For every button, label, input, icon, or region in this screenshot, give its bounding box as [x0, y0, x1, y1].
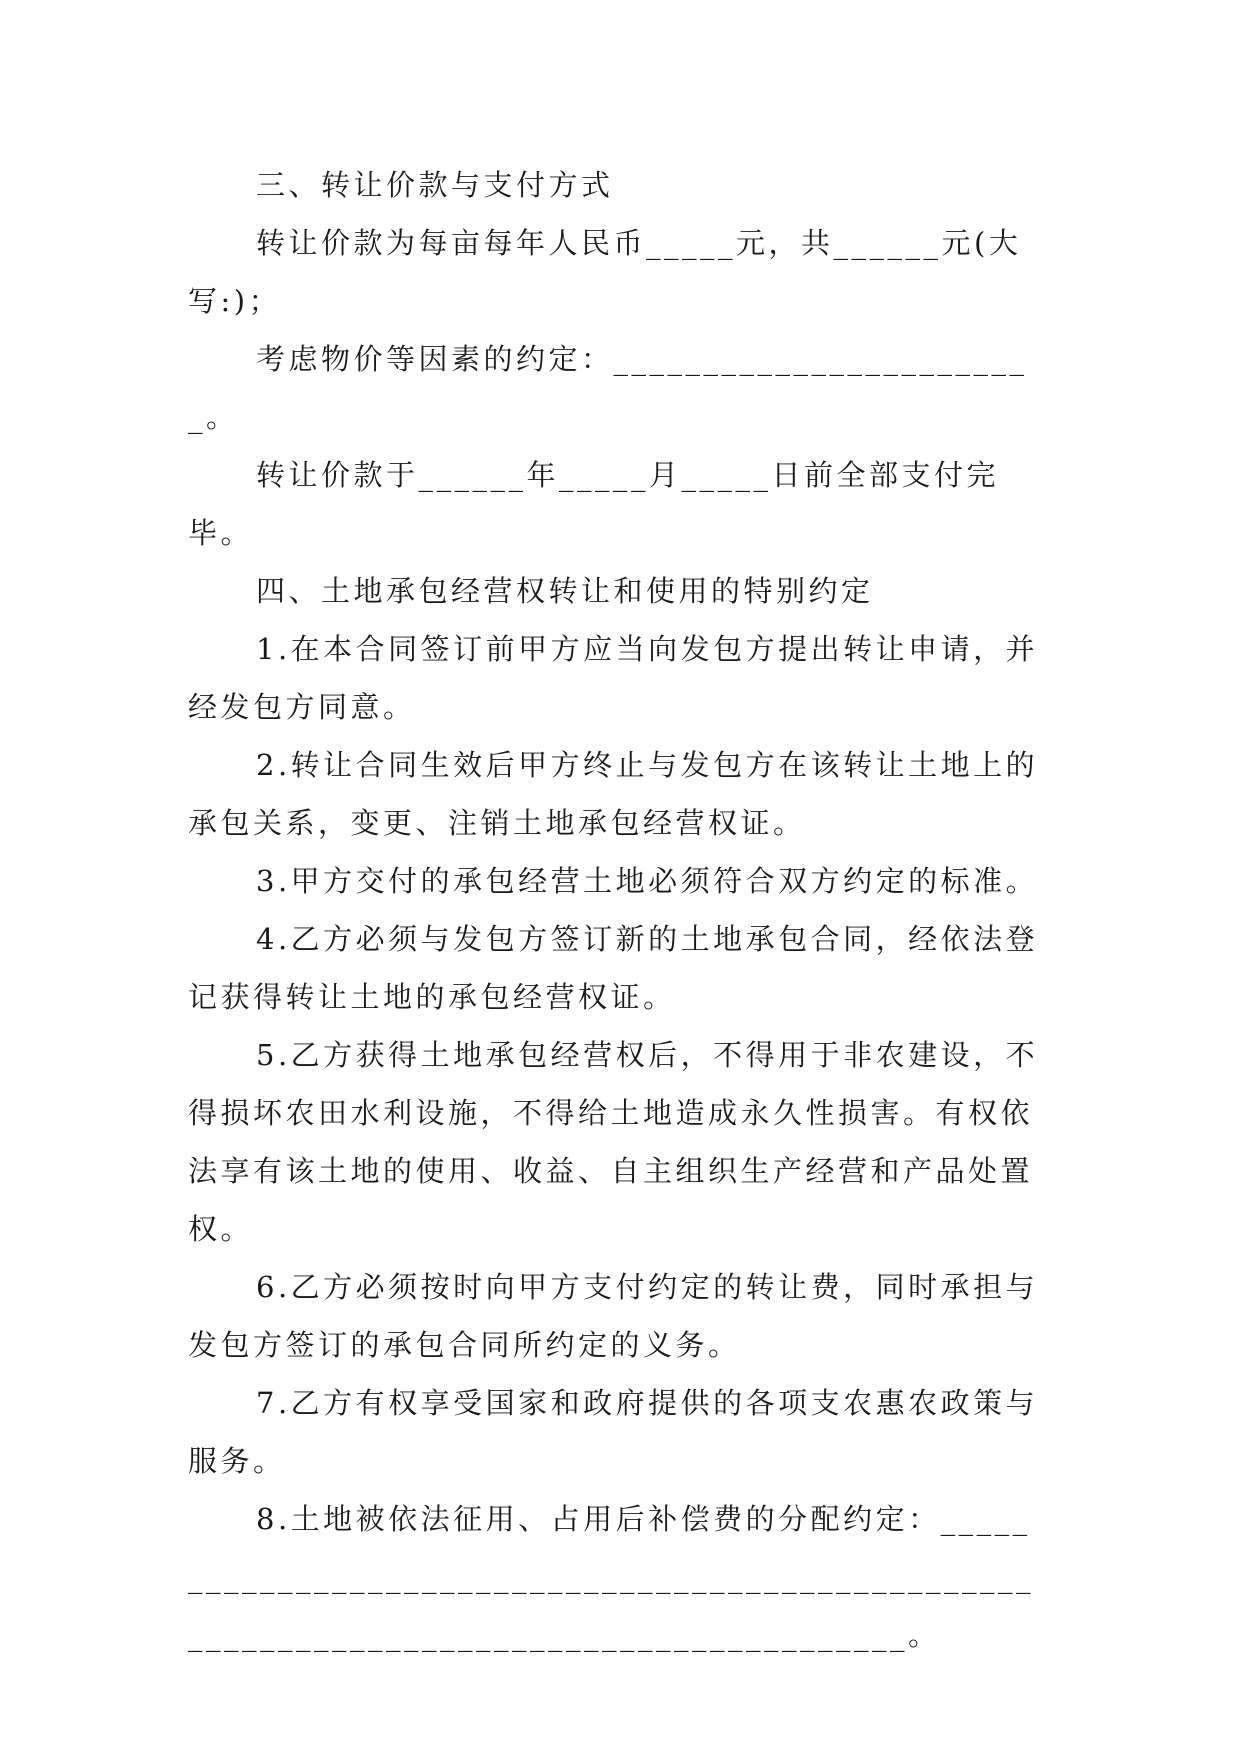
clause-7: 7.乙方有权享受国家和政府提供的各项支农惠农政策与服务。 [188, 1386, 1039, 1478]
clause-4: 4.乙方必须与发包方签订新的土地承包合同，经依法登记获得转让土地的承包经营权证。 [188, 922, 1039, 1014]
clause-8: 8.土地被依法征用、占用后补偿费的分配约定：____________________________________________________________________________________________。 [188, 1502, 1034, 1652]
price-adjustment-clause: 考虑物价等因素的约定：________________________。 [188, 342, 1028, 434]
clause-6: 6.乙方必须按时向甲方支付约定的转让费，同时承担与发包方签订的承包合同所约定的义务。 [188, 1270, 1039, 1362]
price-clause: 转让价款为每亩每年人民币_____元，共______元(大写:)； [188, 226, 1022, 318]
section-heading-special-terms: 四、土地承包经营权转让和使用的特别约定 [256, 574, 874, 608]
clause-1: 1.在本合同签订前甲方应当向发包方提出转让申请，并经发包方同意。 [188, 632, 1039, 724]
payment-deadline-clause: 转让价款于______年_____月_____日前全部支付完毕。 [188, 458, 1000, 550]
clause-3: 3.甲方交付的承包经营土地必须符合双方约定的标准。 [256, 864, 1039, 898]
clause-2: 2.转让合同生效后甲方终止与发包方在该转让土地上的承包关系，变更、注销土地承包经营权证。 [188, 748, 1039, 840]
clause-5: 5.乙方获得土地承包经营权后，不得用于非农建设，不得损坏农田水利设施，不得给土地造成永久性损害。有权依法享有该土地的使用、收益、自主组织生产经营和产品处置权。 [188, 1038, 1039, 1246]
document-body [188, 156, 1048, 1664]
section-heading-price-payment: 三、转让价款与支付方式 [256, 168, 614, 202]
